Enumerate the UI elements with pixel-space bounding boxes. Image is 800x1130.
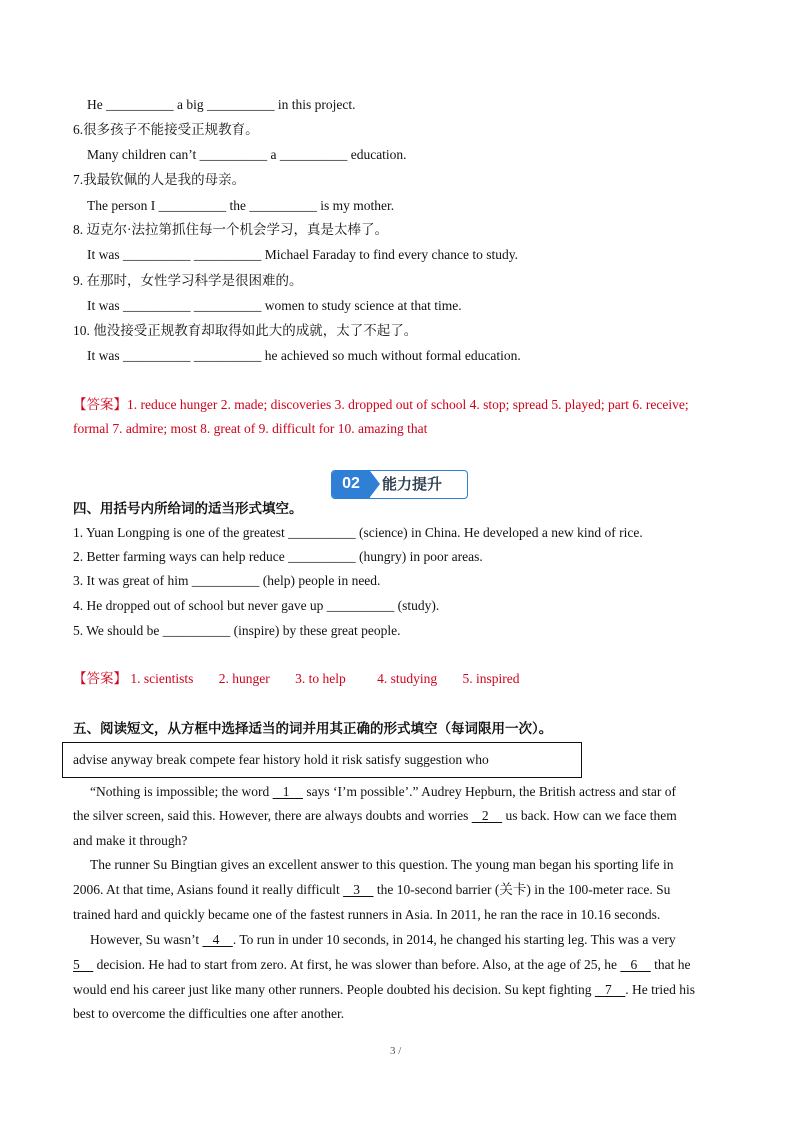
passage-text: us back. How can we face them bbox=[502, 808, 677, 823]
section-badge bbox=[331, 470, 468, 499]
word-box bbox=[62, 742, 582, 778]
section-4-item: 5. We should be __________ (inspire) by these great people. bbox=[73, 623, 401, 638]
word-box-text: advise anyway break compete fear history hold it risk satisfy suggestion who bbox=[73, 752, 489, 767]
answer-label: 【答案】 bbox=[73, 671, 127, 686]
passage-text: decision. He had to start from zero. At first, he was slower than before. Also, at the age of 25, he bbox=[93, 957, 621, 972]
passage-line: The runner Su Bingtian gives an excellent answer to this question. The young man began his sporting life in bbox=[90, 857, 674, 872]
exercise-line: It was __________ __________ he achieved so much without formal education. bbox=[87, 348, 521, 363]
page-number: 3 / bbox=[390, 1045, 402, 1057]
answer-item: 2. hunger bbox=[218, 671, 270, 686]
blank-3: 3 bbox=[343, 882, 374, 897]
answer-item: 5. inspired bbox=[462, 671, 520, 686]
exercise-line: 8. 迈克尔·法拉第抓住每一个机会学习，真是太棒了。 bbox=[73, 222, 388, 237]
exercise-line: 9. 在那时，女性学习科学是很困难的。 bbox=[73, 273, 303, 288]
passage-line: best to overcome the difficulties one after another. bbox=[73, 1006, 345, 1021]
exercise-line: The person I __________ the __________ is my mother. bbox=[87, 198, 395, 213]
exercise-line: Many children can’t __________ a __________ education. bbox=[87, 147, 407, 162]
passage-text: 2006. At that time, Asians found it really difficult bbox=[73, 882, 344, 897]
section-4-item: 2. Better farming ways can help reduce __________ (hungry) in poor areas. bbox=[73, 549, 483, 564]
passage-text: that he bbox=[650, 957, 691, 972]
blank-1: 1 bbox=[272, 784, 303, 799]
section-4-item: 1. Yuan Longping is one of the greatest __________ (science) in China. He developed a new kind of rice. bbox=[73, 525, 643, 540]
passage-text: says ‘I’m possible’.” Audrey Hepburn, the British actress and star of bbox=[303, 784, 677, 799]
blank-4: 4 bbox=[202, 932, 233, 947]
blank-5: 5 bbox=[73, 957, 94, 972]
section-5-heading: 五、阅读短文，从方框中选择适当的词并用其正确的形式填空（每词限用一次）。 bbox=[73, 721, 553, 736]
passage-line bbox=[73, 956, 690, 974]
answer-item: 3. to help bbox=[295, 671, 346, 686]
answer-text: 1. reduce hunger 2. made; discoveries 3. dropped out of school 4. stop; spread 5. played; part 6. receive; bbox=[127, 397, 689, 412]
passage-line: trained hard and quickly became one of the fastest runners in Asia. In 2011, he ran the race in 10.16 seconds. bbox=[73, 907, 661, 922]
exercise-line: It was __________ __________ Michael Faraday to find every chance to study. bbox=[87, 247, 519, 262]
exercise-line: 6.很多孩子不能接受正规教育。 bbox=[73, 122, 259, 137]
passage-line bbox=[73, 807, 677, 825]
passage-line bbox=[73, 881, 670, 899]
passage-text: “Nothing is impossible; the word bbox=[90, 784, 273, 799]
exercise-line: 10. 他没接受正规教育却取得如此大的成就，太了不起了。 bbox=[73, 323, 418, 338]
passage-line bbox=[73, 981, 695, 999]
section-4-item: 3. It was great of him __________ (help) people in need. bbox=[73, 573, 381, 588]
answer-label: 【答案】 bbox=[73, 397, 127, 412]
passage-text: . To run in under 10 seconds, in 2014, he changed his starting leg. This was a very bbox=[232, 932, 676, 947]
section-4-heading: 四、用括号内所给词的适当形式填空。 bbox=[73, 501, 303, 516]
passage-text: would end his career just like many other runners. People doubted his decision. Su kept fighting bbox=[73, 982, 595, 997]
passage-line bbox=[90, 931, 676, 949]
blank-7: 7 bbox=[594, 982, 626, 997]
passage-text: . He tried his bbox=[625, 982, 696, 997]
blank-6: 6 bbox=[620, 957, 651, 972]
answer-block-1-line2: formal 7. admire; most 8. great of 9. difficult for 10. amazing that bbox=[73, 421, 428, 436]
answer-block-1 bbox=[73, 396, 689, 414]
passage-text: However, Su wasn’t bbox=[90, 932, 203, 947]
badge-title: 能力提升 bbox=[382, 475, 443, 493]
answer-block-2 bbox=[73, 670, 520, 688]
passage-text: the 10-second barrier (关卡) in the 100-meter race. Su bbox=[373, 882, 671, 897]
badge-number: 02 bbox=[332, 471, 370, 498]
blank-2: 2 bbox=[471, 808, 503, 823]
section-4-item: 4. He dropped out of school but never gave up __________ (study). bbox=[73, 598, 440, 613]
passage-text: the silver screen, said this. However, there are always doubts and worries bbox=[73, 808, 472, 823]
exercise-line: 7.我最钦佩的人是我的母亲。 bbox=[73, 172, 246, 187]
answer-item: 1. scientists bbox=[130, 671, 194, 686]
exercise-line: It was __________ __________ women to study science at that time. bbox=[87, 298, 462, 313]
answer-item: 4. studying bbox=[377, 671, 438, 686]
passage-line bbox=[90, 783, 676, 801]
passage-line: and make it through? bbox=[73, 833, 188, 848]
exercise-line: He __________ a big __________ in this project. bbox=[87, 97, 356, 112]
